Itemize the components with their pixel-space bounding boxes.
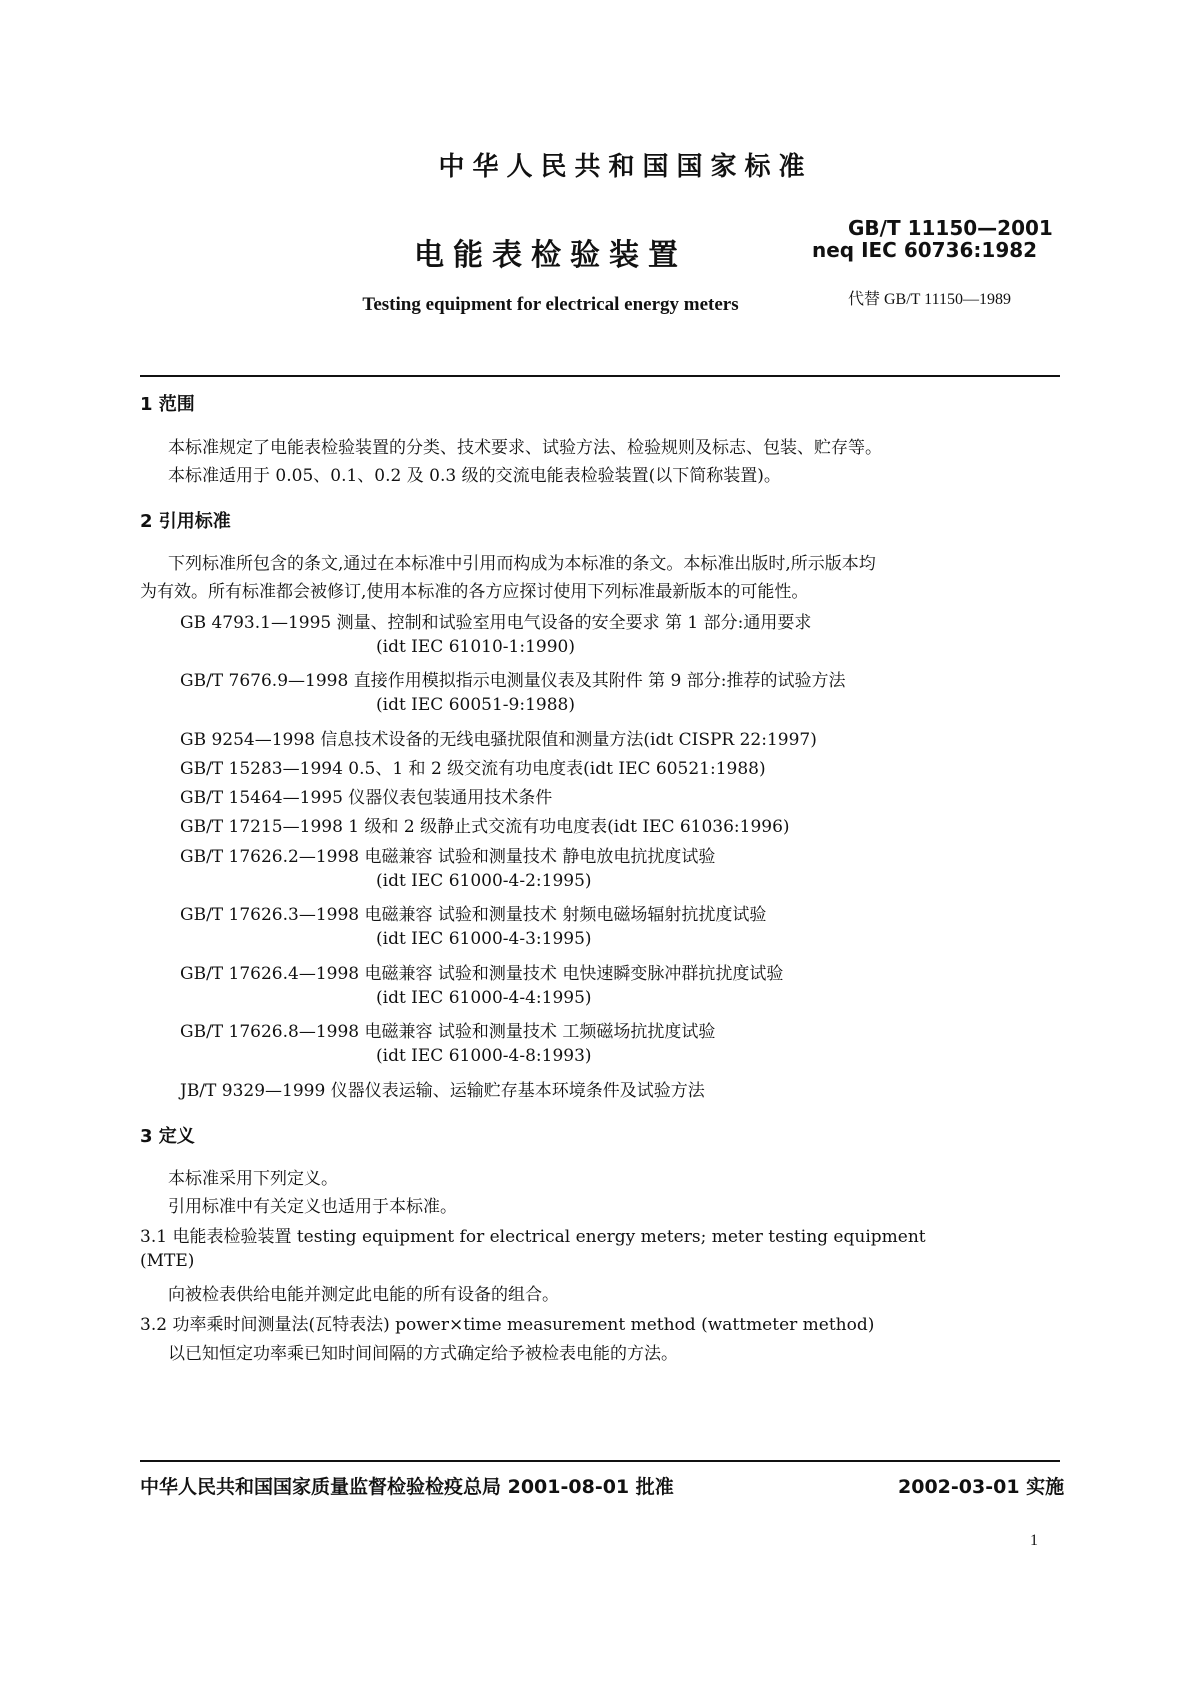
- standard-replaces: 代替 GB/T 11150—1989: [848, 291, 1011, 308]
- footer-effective-date: 2002-03-01 实施: [898, 1476, 1065, 1498]
- document-title-en: Testing equipment for electrical energy meters: [362, 294, 739, 315]
- page-number: 1: [1030, 1532, 1038, 1549]
- standard-neq: neq IEC 60736:1982: [812, 238, 1038, 262]
- reference-gbt17626-4: GB/T 17626.4—1998 电磁兼容 试验和测量技术 电快速瞬变脉冲群抗扰度试验: [180, 964, 784, 984]
- reference-gbt7676-idt: (idt IEC 60051-9:1988): [376, 695, 575, 715]
- section-3-paragraph-1: 本标准采用下列定义。: [168, 1169, 338, 1189]
- document-title-cn: 电能表检验装置: [414, 238, 687, 273]
- reference-gbt15283: GB/T 15283—1994 0.5、1 和 2 级交流有功电度表(idt IEC 60521:1988): [180, 759, 766, 779]
- footer-issuer: 中华人民共和国国家质量监督检验检疫总局 2001-08-01 批准: [140, 1476, 674, 1498]
- section-1-paragraph-1: 本标准规定了电能表检验装置的分类、技术要求、试验方法、检验规则及标志、包装、贮存等。: [168, 438, 882, 458]
- reference-gb4793: GB 4793.1—1995 测量、控制和试验室用电气设备的安全要求 第 1 部分:通用要求: [180, 613, 812, 633]
- reference-gbt17626-2-idt: (idt IEC 61000-4-2:1995): [376, 871, 592, 891]
- section-3-paragraph-2: 引用标准中有关定义也适用于本标准。: [168, 1197, 457, 1217]
- reference-gb9254: GB 9254—1998 信息技术设备的无线电骚扰限值和测量方法(idt CISPR 22:1997): [180, 730, 817, 750]
- section-2-intro-line-2: 为有效。所有标准都会被修订,使用本标准的各方应探讨使用下列标准最新版本的可能性。: [140, 582, 809, 602]
- definition-3-1-term-cont: (MTE): [140, 1251, 195, 1271]
- national-standard-title: 中华人民共和国国家标准: [438, 152, 813, 182]
- top-divider: [140, 375, 1060, 377]
- reference-gbt17626-3-idt: (idt IEC 61000-4-3:1995): [376, 929, 592, 949]
- reference-gbt17626-8: GB/T 17626.8—1998 电磁兼容 试验和测量技术 工频磁场抗扰度试验: [180, 1022, 716, 1042]
- reference-gbt17626-4-idt: (idt IEC 61000-4-4:1995): [376, 988, 592, 1008]
- reference-gbt15464: GB/T 15464—1995 仪器仪表包装通用技术条件: [180, 788, 553, 808]
- reference-gb4793-idt: (idt IEC 61010-1:1990): [376, 637, 575, 657]
- reference-gbt17215: GB/T 17215—1998 1 级和 2 级静止式交流有功电度表(idt IEC 61036:1996): [180, 817, 790, 837]
- definition-3-2-term: 3.2 功率乘时间测量法(瓦特表法) power×time measurement method (wattmeter method): [140, 1315, 875, 1335]
- definition-3-1-term: 3.1 电能表检验装置 testing equipment for electrical energy meters; meter testing equipment: [140, 1227, 926, 1247]
- reference-gbt17626-3: GB/T 17626.3—1998 电磁兼容 试验和测量技术 射频电磁场辐射抗扰度试验: [180, 905, 767, 925]
- reference-gbt17626-2: GB/T 17626.2—1998 电磁兼容 试验和测量技术 静电放电抗扰度试验: [180, 847, 716, 867]
- bottom-divider: [140, 1460, 1060, 1462]
- reference-gbt17626-8-idt: (idt IEC 61000-4-8:1993): [376, 1046, 592, 1066]
- standard-number: GB/T 11150—2001: [848, 216, 1053, 240]
- section-1-paragraph-2: 本标准适用于 0.05、0.1、0.2 及 0.3 级的交流电能表检验装置(以下简称装置)。: [168, 466, 781, 486]
- section-3-heading: 3 定义: [140, 1126, 195, 1147]
- section-2-heading: 2 引用标准: [140, 511, 231, 532]
- definition-3-2-description: 以已知恒定功率乘已知时间间隔的方式确定给予被检表电能的方法。: [168, 1344, 678, 1364]
- definition-3-1-description: 向被检表供给电能并测定此电能的所有设备的组合。: [168, 1285, 559, 1305]
- section-2-intro-line-1: 下列标准所包含的条文,通过在本标准中引用而构成为本标准的条文。本标准出版时,所示版本均: [168, 554, 876, 574]
- reference-jbt9329: JB/T 9329—1999 仪器仪表运输、运输贮存基本环境条件及试验方法: [180, 1081, 705, 1101]
- section-1-heading: 1 范围: [140, 394, 195, 415]
- reference-gbt7676: GB/T 7676.9—1998 直接作用模拟指示电测量仪表及其附件 第 9 部分:推荐的试验方法: [180, 671, 846, 691]
